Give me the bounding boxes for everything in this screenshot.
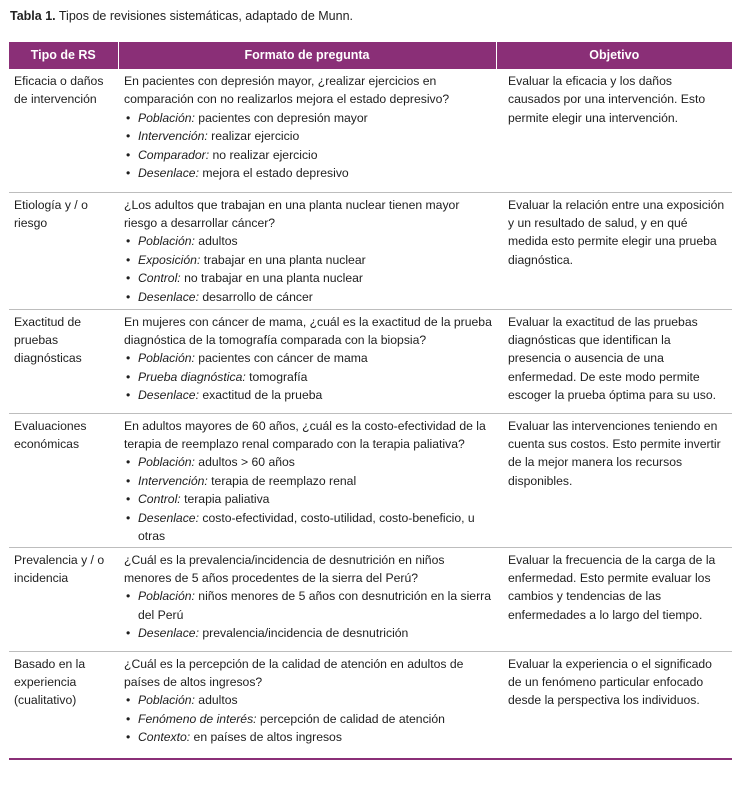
table-row: [9, 309, 732, 413]
table-row: [9, 69, 732, 192]
pico-item-label: Población:: [138, 234, 195, 249]
pico-item: [124, 728, 494, 746]
question-text: ¿Los adultos que trabajan en una planta nuclear tienen mayor riesgo a desarrollar cáncer?: [124, 197, 460, 230]
review-type: Basado en la experiencia (cualitativo): [14, 656, 86, 708]
pico-item-label: Intervención:: [138, 129, 208, 144]
caption-label: Tabla 1.: [10, 9, 56, 23]
pico-list: [124, 349, 494, 404]
pico-item-label: Prueba diagnóstica:: [138, 369, 246, 384]
pico-item: [124, 386, 494, 404]
objective-cell: [496, 547, 732, 651]
pico-list: [124, 453, 494, 545]
bullet-icon: •: [126, 693, 131, 708]
bullet-icon: •: [126, 289, 131, 304]
pico-item-label: Fenómeno de interés:: [138, 711, 257, 726]
pico-item-text: pacientes con depresión mayor: [194, 110, 368, 125]
bullet-icon: •: [126, 147, 131, 162]
objective-cell: [496, 309, 732, 413]
pico-item-text: realizar ejercicio: [207, 129, 300, 144]
objective-text: Evaluar la eficacia y los daños causados por una intervención. Esto permite elegir una intervención.: [508, 74, 706, 125]
pico-item: [124, 109, 494, 127]
header-question-format: Formato de pregunta: [118, 42, 496, 69]
pico-item-text: costo-efectividad, costo-utilidad, costo-beneficio, u otras: [138, 510, 475, 543]
review-type: Eficacia o daños de intervención: [14, 74, 104, 107]
question-format-cell: [118, 192, 496, 309]
pico-item: [124, 232, 494, 250]
pico-item-text: mejora el estado depresivo: [198, 166, 349, 181]
review-type-cell: [9, 413, 118, 547]
objective-text: Evaluar la relación entre una exposición y un resultado de salud, y en qué medida esto permite elegir una prueba diagnóstica.: [508, 197, 725, 267]
pico-item: [124, 127, 494, 145]
bullet-icon: •: [126, 166, 131, 181]
pico-item-text: adultos > 60 años: [194, 455, 295, 470]
pico-item-label: Población:: [138, 589, 195, 604]
objective-text: Evaluar la exactitud de las pruebas diagnósticas que identifican la presencia o ausencia de una enfermedad. De este modo permite escoger la prueba óptima para su uso.: [508, 314, 716, 403]
bullet-icon: •: [126, 455, 131, 470]
bullet-icon: •: [126, 129, 131, 144]
pico-item-text: exactitud de la prueba: [198, 388, 323, 403]
pico-item-label: Contexto:: [138, 730, 191, 745]
pico-item: [124, 349, 494, 367]
pico-item-label: Control:: [138, 271, 181, 286]
pico-item-label: Población:: [138, 455, 195, 470]
bullet-icon: •: [126, 369, 131, 384]
header-row: [9, 42, 732, 69]
bullet-icon: •: [126, 252, 131, 267]
table-header: [9, 42, 732, 69]
review-type: Prevalencia y / o incidencia: [14, 552, 105, 585]
objective-text: Evaluar la frecuencia de la carga de la enfermedad. Esto permite evaluar los cambios y tendencias de las enfermedades a lo largo del tiempo.: [508, 552, 716, 622]
objective-text: Evaluar la experiencia o el significado de un fenómeno particular enfocado desde la perspectiva los individuos.: [508, 656, 712, 708]
review-type: Etiología y / o riesgo: [14, 197, 88, 230]
review-type: Evaluaciones económicas: [14, 418, 87, 451]
question-format-cell: [118, 309, 496, 413]
systematic-review-types-table: [9, 42, 732, 760]
pico-item: [124, 288, 494, 306]
pico-item: [124, 164, 494, 182]
bullet-icon: •: [126, 492, 131, 507]
pico-item: [124, 453, 494, 471]
pico-item-label: Población:: [138, 110, 195, 125]
bullet-icon: •: [126, 510, 131, 525]
pico-item-text: niños menores de 5 años con desnutrición en la sierra del Perú: [138, 589, 491, 622]
question-format-cell: [118, 413, 496, 547]
objective-cell: [496, 192, 732, 309]
pico-item: [124, 251, 494, 269]
pico-item-text: adultos: [194, 693, 238, 708]
pico-item: [124, 490, 494, 508]
question-text: En adultos mayores de 60 años, ¿cuál es la costo-efectividad de la terapia de reemplazo renal comparado con la terapia paliativa?: [124, 418, 486, 451]
objective-text: Evaluar las intervenciones teniendo en cuenta sus costos. Esto permite invertir de la mejor manera los recursos disponibles.: [508, 418, 721, 488]
pico-item-text: trabajar en una planta nuclear: [200, 252, 366, 267]
pico-item: [124, 509, 494, 546]
question-text: En mujeres con cáncer de mama, ¿cuál es la exactitud de la prueba diagnóstica de la tomografía comparada con la biopsia?: [124, 314, 492, 347]
pico-item-label: Desenlace:: [138, 388, 199, 403]
header-type: Tipo de RS: [9, 42, 118, 69]
pico-item-text: adultos: [194, 234, 238, 249]
pico-item-text: percepción de calidad de atención: [256, 711, 445, 726]
question-format-cell: [118, 69, 496, 192]
bullet-icon: •: [126, 110, 131, 125]
question-format-cell: [118, 651, 496, 759]
review-type-cell: [9, 192, 118, 309]
question-text: En pacientes con depresión mayor, ¿realizar ejercicios en comparación con no realizarlos mejora el estado depresivo?: [124, 74, 450, 107]
question-text: ¿Cuál es la prevalencia/incidencia de desnutrición en niños menores de 5 años procedentes de la sierra del Perú?: [124, 552, 445, 585]
bullet-icon: •: [126, 711, 131, 726]
pico-item-text: pacientes con cáncer de mama: [194, 351, 368, 366]
pico-item-text: en países de altos ingresos: [190, 730, 342, 745]
bullet-icon: •: [126, 589, 131, 604]
review-type-cell: [9, 309, 118, 413]
pico-item-label: Exposición:: [138, 252, 201, 267]
pico-item-text: no realizar ejercicio: [209, 147, 318, 162]
pico-item-text: no trabajar en una planta nuclear: [180, 271, 363, 286]
question-format-cell: [118, 547, 496, 651]
bullet-icon: •: [126, 473, 131, 488]
pico-item: [124, 710, 494, 728]
pico-item: [124, 269, 494, 287]
pico-item-text: terapia de reemplazo renal: [207, 473, 357, 488]
objective-cell: [496, 651, 732, 759]
review-type-cell: [9, 651, 118, 759]
pico-item-label: Población:: [138, 351, 195, 366]
review-type-cell: [9, 69, 118, 192]
pico-item-text: terapia paliativa: [180, 492, 270, 507]
table-body: [9, 69, 732, 759]
review-type-cell: [9, 547, 118, 651]
pico-item-text: desarrollo de cáncer: [198, 289, 313, 304]
pico-list: [124, 587, 494, 642]
pico-item-label: Control:: [138, 492, 181, 507]
table-row: [9, 192, 732, 309]
pico-item: [124, 691, 494, 709]
table-row: [9, 651, 732, 759]
header-objective: Objetivo: [496, 42, 732, 69]
pico-item-label: Desenlace:: [138, 289, 199, 304]
pico-list: [124, 109, 494, 183]
objective-cell: [496, 69, 732, 192]
bullet-icon: •: [126, 626, 131, 641]
table-row: [9, 413, 732, 547]
pico-item: [124, 368, 494, 386]
pico-item: [124, 146, 494, 164]
objective-cell: [496, 413, 732, 547]
bullet-icon: •: [126, 271, 131, 286]
bullet-icon: •: [126, 388, 131, 403]
bullet-icon: •: [126, 730, 131, 745]
pico-item: [124, 624, 494, 642]
pico-item-text: tomografía: [245, 369, 308, 384]
pico-list: [124, 691, 494, 746]
pico-item-text: prevalencia/incidencia de desnutrición: [198, 626, 409, 641]
pico-item-label: Intervención:: [138, 473, 208, 488]
pico-item-label: Población:: [138, 693, 195, 708]
pico-item-label: Desenlace:: [138, 626, 199, 641]
pico-item-label: Comparador:: [138, 147, 210, 162]
bullet-icon: •: [126, 234, 131, 249]
pico-list: [124, 232, 494, 306]
table-row: [9, 547, 732, 651]
bullet-icon: •: [126, 351, 131, 366]
pico-item-label: Desenlace:: [138, 166, 199, 181]
review-type: Exactitud de pruebas diagnósticas: [14, 314, 82, 366]
table-caption: [10, 8, 353, 24]
caption-text: Tipos de revisiones sistemáticas, adaptado de Munn.: [55, 9, 354, 23]
pico-item: [124, 587, 494, 624]
question-text: ¿Cuál es la percepción de la calidad de atención en adultos de países de altos ingresos?: [124, 656, 464, 689]
pico-item-label: Desenlace:: [138, 510, 199, 525]
pico-item: [124, 472, 494, 490]
